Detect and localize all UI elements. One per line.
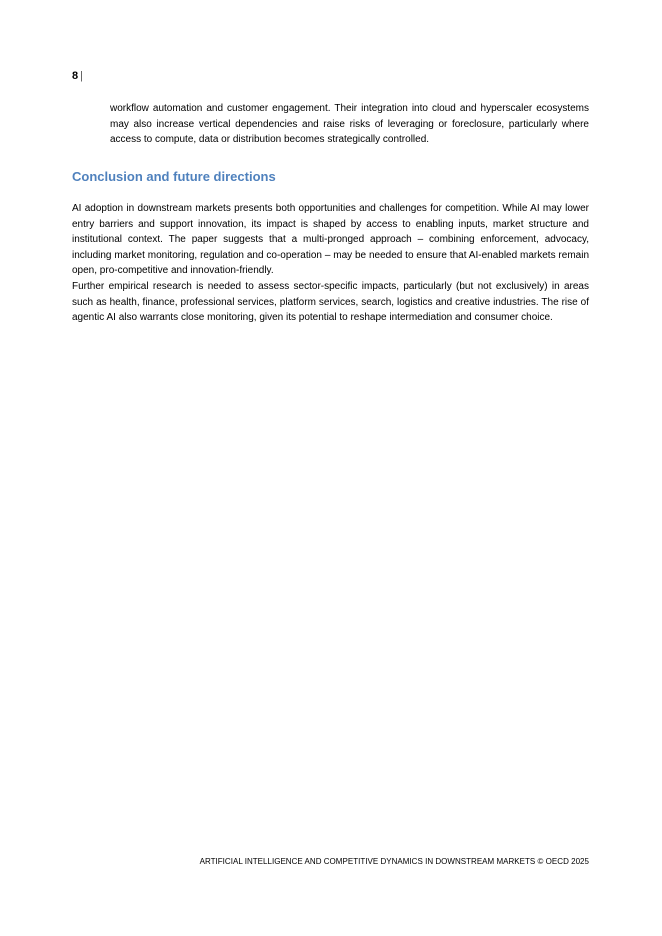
page-number [72,70,83,82]
body-paragraph-2: Further empirical research is needed to assess sector-specific impacts, particularly (but not exclusively) in areas such as health, finance, professional services, platform services, search, logistics and creative industries. The rise of agentic AI also warrants close monitoring, given its potential to reshape intermediation and consumer choice. [72,281,589,323]
page-footer: ARTIFICIAL INTELLIGENCE AND COMPETITIVE DYNAMICS IN DOWNSTREAM MARKETS © OECD 2025 [199,857,589,866]
page-number-value: 8 [72,70,79,82]
body-paragraph-1: AI adoption in downstream markets presents both opportunities and challenges for competition. While AI may lower entry barriers and support innovation, its impact is shaped by access to enabling inputs, market structure and institutional context. The paper suggests that a multi-pronged approach – combining enforcement, advocacy, including market monitoring, regulation and co-operation – may be needed to ensure that AI-enabled markets remain open, pro-competitive and innovation-friendly. [72,203,589,276]
section-heading: Conclusion and future directions [72,169,276,184]
page-number-separator: | [80,70,83,82]
continuation-paragraph: workflow automation and customer engagement. Their integration into cloud and hyperscaler ecosystems may also increase vertical dependencies and raise risks of leveraging or foreclosure, particularly where access to compute, data or distribution becomes strategically controlled. [110,103,589,145]
